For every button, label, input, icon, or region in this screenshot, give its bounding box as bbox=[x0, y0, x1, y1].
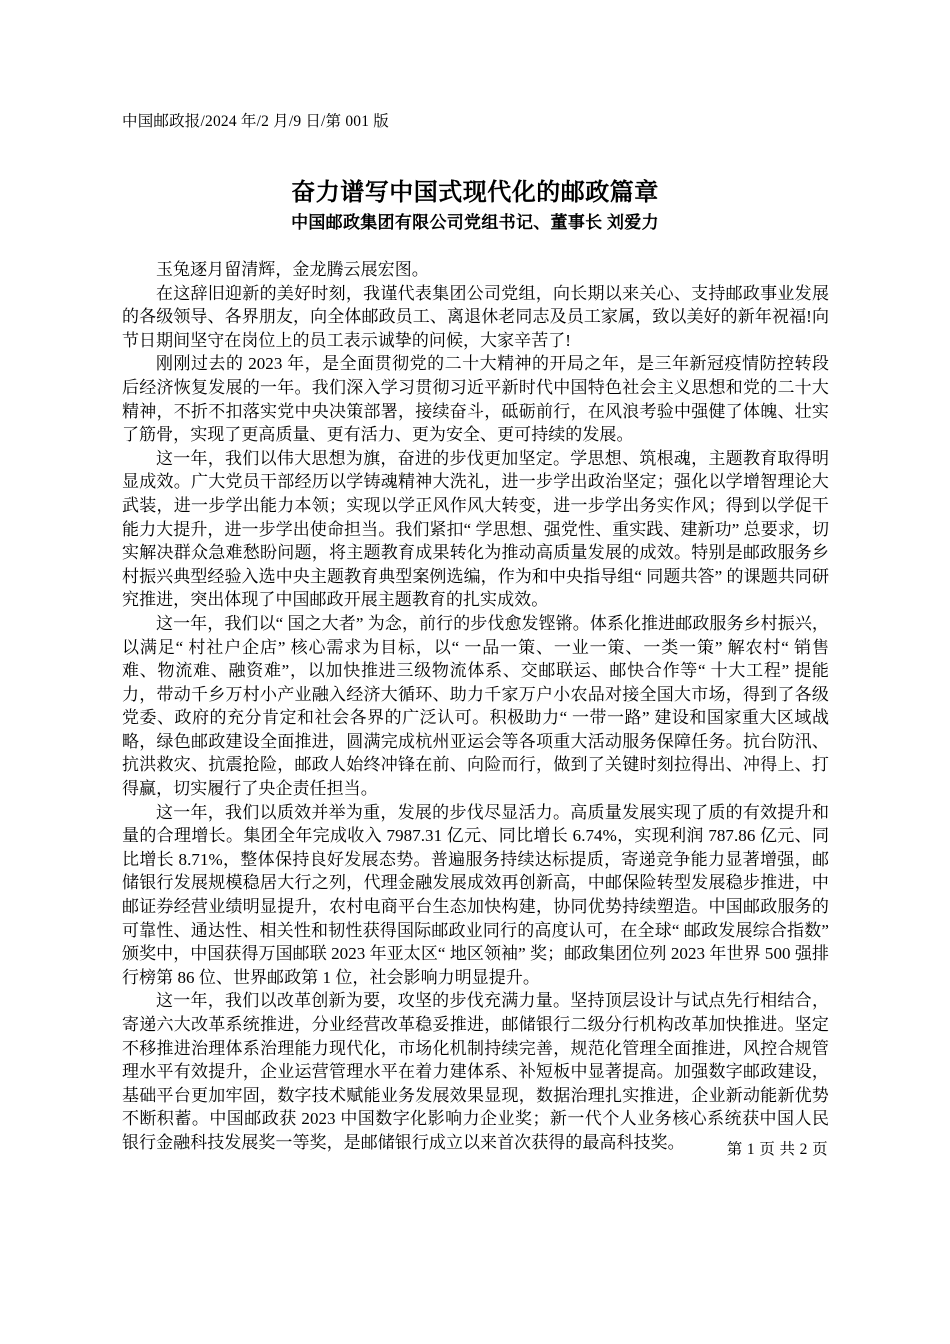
paragraph: 这一年，我们以质效并举为重，发展的步伐尽显活力。高质量发展实现了质的有效提升和量的合理增长。集团全年完成收入 7987.31 亿元、同比增长 6.74%，实现利润 787.86 亿元、同比增长 8.71%，整体保持良好发展态势。普遍服务持续达标提质，寄递竞争能力显著增强，邮储银行发展规模稳居大行之列，代理金融发展成效再创新高，中邮保险转型发展稳步推进，中邮证券经营业绩明显提升，农村电商平台生态加快构建，协同优势持续塑造。中国邮政服务的可靠性、通达性、相关性和韧性获得国际邮政业同行的高度认可，在全球“ 邮政发展综合指数” 颁奖中，中国获得万国邮联 2023 年亚太区“ 地区领袖” 奖；邮政集团位列 2023 年世界 500 强排行榜第 86 位、世界邮政第 1 位，社会影响力明显提升。 bbox=[122, 802, 829, 987]
page-number-footer: 第 1 页 共 2 页 bbox=[726, 1141, 828, 1158]
paragraph: 在这辞旧迎新的美好时刻，我谨代表集团公司党组，向长期以来关心、支持邮政事业发展的各级领导、各界朋友，向全体邮政员工、离退休老同志及员工家属，致以美好的新年祝福!向节日期间坚守在岗位上的员工表示诚挚的问候，大家辛苦了! bbox=[122, 283, 829, 350]
paragraph: 玉兔逐月留清辉，金龙腾云展宏图。 bbox=[156, 260, 429, 279]
page-title: 奋力谱写中国式现代化的邮政篇章 bbox=[291, 180, 659, 207]
paragraph: 这一年，我们以伟大思想为旗，奋进的步伐更加坚定。学思想、筑根魂，主题教育取得明显成效。广大党员干部经历以学铸魂精神大洗礼，进一步学出政治坚定；强化以学增智理论大武装，进一步学出能力本领；实现以学正风作风大转变，进一步学出务实作风；得到以学促干能力大提升，进一步学出使命担当。我们紧扣“ 学思想、强党性、重实践、建新功” 总要求，切实解决群众急难愁盼问题，将主题教育成果转化为推动高质量发展的成效。特别是邮政服务乡村振兴典型经验入选中央主题教育典型案例选编，作为和中央指导组“ 同题共答” 的课题共同研究推进，突出体现了中国邮政开展主题教育的扎实成效。 bbox=[122, 448, 829, 610]
paragraph: 刚刚过去的 2023 年，是全面贯彻党的二十大精神的开局之年，是三年新冠疫情防控转段后经济恢复发展的一年。我们深入学习贯彻习近平新时代中国特色社会主义思想和党的二十大精神，不折不扣落实党中央决策部署，接续奋斗，砥砺前行，在风浪考验中强健了体魄、壮实了筋骨，实现了更高质量、更有活力、更为安全、更可持续的发展。 bbox=[122, 354, 829, 445]
paragraph: 这一年，我们以“ 国之大者” 为念，前行的步伐愈发铿锵。体系化推进邮政服务乡村振兴，以满足“ 村社户企店” 核心需求为目标，以“ 一品一策、一业一策、一类一策” 解农村“ 销售难、物流难、融资难”，以加快推进三级物流体系、交邮联运、邮快合作等“ 十大工程” 提能力，带动千乡万村小产业融入经济大循环、助力千家万户小农品对接全国大市场，得到了各级党委、政府的充分肯定和社会各界的广泛认可。积极助力“ 一带一路” 建设和国家重大区域战略，绿色邮政建设全面推进，圆满完成杭州亚运会等各项重大活动服务保障任务。抗台防汛、抗洪救灾、抗震抢险，邮政人始终冲锋在前、向险而行，做到了关键时刻拉得出、冲得上、打得赢，切实履行了央企责任担当。 bbox=[122, 613, 829, 799]
paragraph: 这一年，我们以改革创新为要，攻坚的步伐充满力量。坚持顶层设计与试点先行相结合，寄递六大改革系统推进，分业经营改革稳妥推进，邮储银行二级分行机构改革加快推进。坚定不移推进治理体系治理能力现代化，市场化机制持续完善，规范化管理全面推进，风控合规管理水平有效提升，企业运营管理水平在着力建体系、补短板中显著提高。加强数字邮政建设，基础平台更加牢固，数字技术赋能业务发展效果显现，数据治理扎实推进，企业新动能新优势不断积蓄。中国邮政获 2023 中国数字化影响力企业奖；新一代个人业务核心系统获中国人民银行金融科技发展奖一等奖，是邮储银行成立以来首次获得的最高科技奖。 bbox=[122, 991, 829, 1152]
article-body bbox=[122, 258, 829, 1155]
author-byline: 中国邮政集团有限公司党组书记、董事长 刘爱力 bbox=[291, 213, 659, 232]
source-publication-line: 中国邮政报/2024 年/2 月/9 日/第 001 版 bbox=[122, 113, 389, 130]
